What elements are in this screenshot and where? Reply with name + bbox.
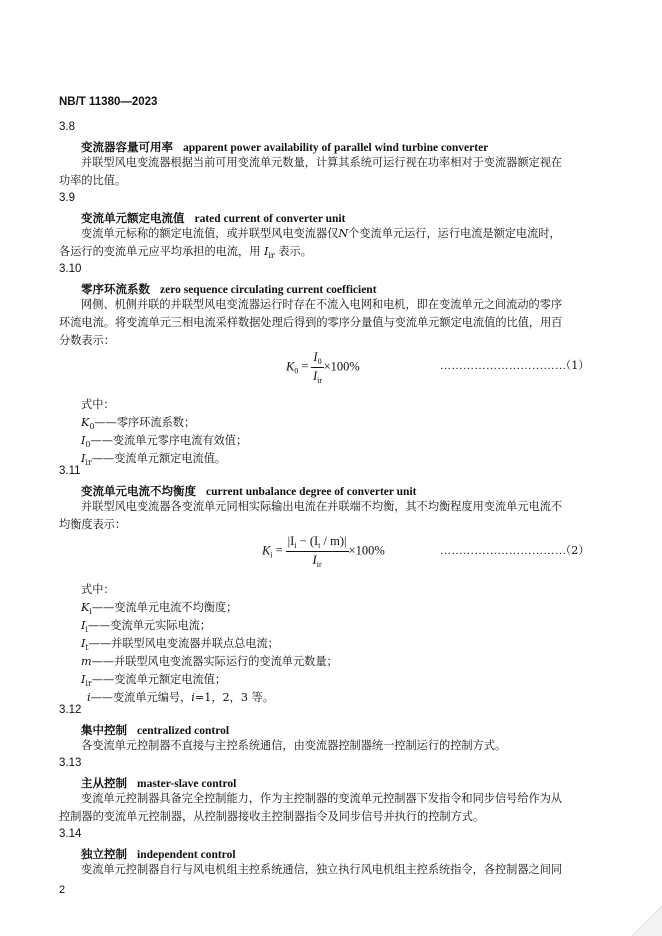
term-heading — [81, 722, 229, 738]
section-number: 3.9 — [59, 192, 75, 204]
term-zh: 集中控制 — [81, 723, 127, 737]
page-number: 2 — [59, 884, 66, 896]
symbol-def: $K_0——$零序环流系数； — [81, 416, 196, 431]
definition-line: 环流电流。将变流单元三相电流采样数据处理后得到的零序分量值与变流单元额定电流值的比值，用百 — [59, 316, 563, 329]
formula-label: （1） — [560, 359, 590, 372]
definition-line: 变流单元标称的额定电流值，或并联型风电变流器仅N个变流单元运行，运行电流是额定电流时， — [81, 227, 561, 240]
term-heading — [81, 775, 236, 791]
definition-line: 变流单元控制器自行与风电机组主控系统通信，独立执行风电机组主控系统指令，各控制器之间同 — [81, 863, 563, 876]
definition-line: 分数表示： — [59, 334, 115, 347]
symbol-def: $I_{ir}——$变流单元额定电流值； — [81, 673, 227, 688]
definition-line: 功率的比值。 — [59, 174, 127, 187]
symbol-def: m——并联型风电变流器实际运行的变流单元数量； — [81, 655, 338, 668]
term-en: master-slave control — [137, 778, 237, 790]
term-zh: 变流单元额定电流值 — [81, 211, 185, 225]
section-number: 3.8 — [59, 121, 75, 133]
symbol-def: $K_i——$变流单元电流不均衡度； — [81, 601, 238, 616]
term-heading — [81, 281, 377, 297]
page-curl-decoration — [622, 896, 662, 936]
term-heading — [81, 846, 236, 862]
section-number: 3.10 — [59, 263, 82, 275]
formula-1: $K_0$ = $\frac{I_0}{I_{ir}}$ ×100% — [286, 350, 360, 385]
term-zh: 独立控制 — [81, 847, 127, 861]
term-en: current unbalance degree of converter unit — [206, 486, 417, 498]
symbol-def: $I_{ir}——$变流单元额定电流值。 — [81, 452, 227, 467]
symbol-def: $I_0——$变流单元零序电流有效值； — [81, 434, 248, 449]
term-heading — [81, 210, 345, 226]
standard-code: NB/T 11380—2023 — [59, 96, 158, 108]
term-en: zero sequence circulating current coefficient — [160, 284, 377, 296]
term-en: independent control — [137, 849, 236, 861]
where-label: 式中： — [81, 398, 115, 411]
term-heading — [81, 483, 416, 499]
term-zh: 主从控制 — [81, 776, 127, 790]
formula-leader-dots: …………………………… — [440, 360, 567, 372]
term-heading — [81, 139, 488, 155]
definition-line: 网侧、机侧并联的并联型风电变流器运行时存在不流入电网和电机，即在变流单元之间流动的零序 — [81, 298, 563, 311]
symbol-def: $I_t——$并联型风电变流器并联点总电流； — [81, 637, 279, 652]
definition-line: 控制器的变流单元控制器，从控制器接收主控制器指令及同步信号并执行的控制方式。 — [59, 810, 485, 823]
definition-line: 各运行的变流单元应平均承担的电流，用 $I_{ir}$ 表示。 — [59, 245, 312, 260]
term-en: centralized control — [137, 725, 230, 737]
definition-line: 并联型风电变流器根据当前可用变流单元数量，计算其系统可运行视在功率相对于变流器额定视在 — [81, 156, 563, 169]
term-zh: 变流器容量可用率 — [81, 140, 173, 154]
section-number: 3.13 — [59, 757, 82, 769]
formula-leader-dots: …………………………… — [440, 545, 567, 557]
section-number: 3.11 — [59, 465, 81, 477]
definition-line: 并联型风电变流器各变流单元同相实际输出电流在并联端不均衡，其不均衡程度用变流单元电流不 — [81, 500, 563, 513]
term-en: rated current of converter unit — [194, 213, 346, 225]
symbol-def: $I_i——$变流单元实际电流； — [81, 619, 212, 634]
definition-line: 均衡度表示： — [59, 518, 127, 531]
formula-2: $K_i$ = $\frac{|I_i - (I_t / m)|}{I_{ir}}$ ×100% — [262, 534, 385, 569]
term-en: apparent power availability of parallel wind turbine converter — [183, 142, 489, 154]
symbol-def: i——变流单元编号，i=1，2，3 等。 — [87, 691, 274, 704]
term-zh: 变流单元电流不均衡度 — [81, 484, 196, 498]
term-zh: 零序环流系数 — [81, 282, 150, 296]
section-number: 3.14 — [59, 828, 82, 840]
definition-line: 变流单元控制器具备完全控制能力，作为主控制器的变流单元控制器下发指令和同步信号给作为从 — [81, 792, 563, 805]
formula-label: （2） — [560, 544, 590, 557]
definition-line: 各变流单元控制器不直接与主控系统通信，由变流器控制器统一控制运行的控制方式。 — [81, 739, 507, 752]
section-number: 3.12 — [59, 704, 82, 716]
where-label: 式中： — [81, 583, 115, 596]
